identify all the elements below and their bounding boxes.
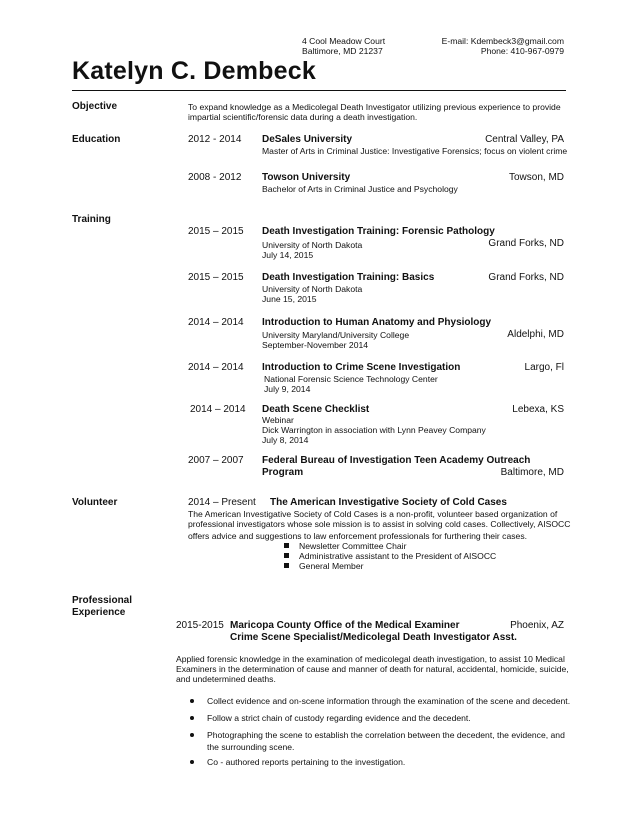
training-title-continued: Program <box>262 467 304 478</box>
training-title: Death Scene Checklist <box>262 404 370 415</box>
education-detail: Master of Arts in Criminal Justice: Investigative Forensics; focus on violent crime <box>262 146 568 156</box>
education-detail: Bachelor of Arts in Criminal Justice and Psychology <box>262 184 458 194</box>
training-dates: 2014 – 2014 <box>190 404 246 415</box>
training-org: University Maryland/University College <box>262 330 410 340</box>
training-title: Federal Bureau of Investigation Teen Academy Outreach <box>262 455 531 466</box>
training-date: June 15, 2015 <box>262 294 317 304</box>
email: E-mail: Kdembeck3@gmail.com <box>441 36 564 46</box>
volunteer-dates: 2014 – Present <box>188 497 256 508</box>
training-date: July 9, 2014 <box>264 384 311 394</box>
section-label-experience-1: Professional <box>72 595 133 606</box>
bullet-dot-icon <box>190 760 194 764</box>
bullet-dot-icon <box>190 716 194 720</box>
square-bullet-icon <box>284 563 289 568</box>
training-dates: 2015 – 2015 <box>188 226 244 237</box>
training-org: University of North Dakota <box>262 240 363 250</box>
volunteer-title: The American Investigative Society of Cold Cases <box>270 497 507 508</box>
training-location: Grand Forks, ND <box>488 272 564 283</box>
training-org: Webinar <box>262 415 294 425</box>
experience-role: Crime Scene Specialist/Medicolegal Death Investigator Asst. <box>230 632 517 643</box>
training-location: Aldelphi, MD <box>507 329 564 340</box>
bullet-dot-icon <box>190 733 194 737</box>
volunteer-role: Administrative assistant to the President of AISOCC <box>284 551 496 562</box>
training-extra: Dick Warrington in association with Lynn Peavey Company <box>262 425 486 435</box>
objective-line-2: impartial scientific/forensic data during a death investigation. <box>188 112 418 122</box>
section-label-objective: Objective <box>72 101 118 112</box>
volunteer-role: Newsletter Committee Chair <box>284 541 406 552</box>
volunteer-desc-line-2: professional investigators whose sole mission is to assist in solving cold cases. Collectively, AISOCC <box>188 519 571 529</box>
experience-location: Phoenix, AZ <box>510 620 564 631</box>
training-org: National Forensic Science Technology Center <box>264 374 438 384</box>
candidate-name: Katelyn C. Dembeck <box>72 57 316 85</box>
training-location: Largo, Fl <box>524 362 564 373</box>
training-location: Grand Forks, ND <box>488 238 564 249</box>
address-line-1: 4 Cool Meadow Court <box>302 36 386 46</box>
training-title: Introduction to Crime Scene Investigation <box>262 362 461 373</box>
volunteer-desc-line-3: offers advice and suggestions to law enforcement professionals for furthering their cases. <box>188 531 527 541</box>
section-label-training: Training <box>72 214 111 225</box>
phone: Phone: 410-967-0979 <box>480 46 564 56</box>
experience-bullet: Collect evidence and on-scene information through the examination of the scene and decedent. <box>207 696 571 706</box>
training-org: University of North Dakota <box>262 284 363 294</box>
training-dates: 2014 – 2014 <box>188 317 244 328</box>
square-bullet-icon <box>284 543 289 548</box>
experience-dates: 2015-2015 <box>176 620 224 631</box>
experience-org: Maricopa County Office of the Medical Examiner <box>230 620 460 631</box>
bullet-dot-icon <box>190 699 194 703</box>
training-title: Death Investigation Training: Basics <box>262 272 435 283</box>
education-school: Towson University <box>262 172 351 183</box>
training-dates: 2015 – 2015 <box>188 272 244 283</box>
experience-bullet: Photographing the scene to establish the correlation between the decedent, the evidence, and <box>207 730 565 740</box>
education-dates: 2012 - 2014 <box>188 134 242 145</box>
volunteer-role: General Member <box>284 561 363 572</box>
education-dates: 2008 - 2012 <box>188 172 242 183</box>
training-date: July 14, 2015 <box>262 250 314 260</box>
training-date: September-November 2014 <box>262 340 369 350</box>
square-bullet-icon <box>284 553 289 558</box>
training-dates: 2014 – 2014 <box>188 362 244 373</box>
section-label-experience-2: Experience <box>72 607 126 618</box>
education-location: Central Valley, PA <box>485 134 564 145</box>
header-divider <box>72 90 566 91</box>
experience-bullet: Co - authored reports pertaining to the investigation. <box>207 757 406 767</box>
experience-bullet-continued: the surrounding scene. <box>207 742 295 752</box>
address-line-2: Baltimore, MD 21237 <box>302 46 383 56</box>
experience-summary-line-3: and undetermined deaths. <box>176 674 276 684</box>
education-location: Towson, MD <box>508 172 564 183</box>
experience-summary-line-2: Examiners in the determination of cause and manner of death for natural, accidental, homicide, suicide, <box>176 664 569 674</box>
objective-line-1: To expand knowledge as a Medicolegal Death Investigator utilizing previous experience to provide <box>188 102 561 112</box>
experience-summary-line-1: Applied forensic knowledge in the examination of medicolegal death investigation, to assist 10 Medical <box>176 654 565 664</box>
experience-bullet: Follow a strict chain of custody regarding evidence and the decedent. <box>207 713 471 723</box>
section-label-volunteer: Volunteer <box>72 497 118 508</box>
education-school: DeSales University <box>262 134 353 145</box>
training-location: Baltimore, MD <box>500 467 564 478</box>
volunteer-desc-line-1: The American Investigative Society of Cold Cases is a non-profit, volunteer based organization of <box>188 509 558 519</box>
training-location: Lebexa, KS <box>512 404 564 415</box>
training-date: July 8, 2014 <box>262 435 309 445</box>
training-dates: 2007 – 2007 <box>188 455 244 466</box>
training-title: Death Investigation Training: Forensic Pathology <box>262 226 495 237</box>
training-title: Introduction to Human Anatomy and Physiology <box>262 317 492 328</box>
section-label-education: Education <box>72 134 121 145</box>
